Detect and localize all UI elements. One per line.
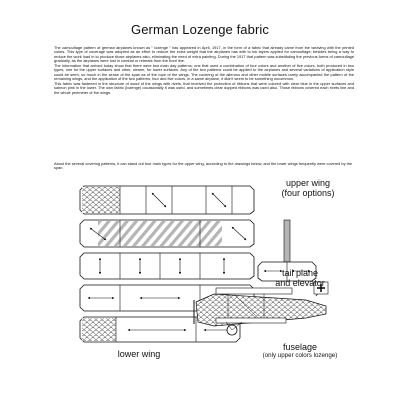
- lower-wing-label: lower wing: [117, 349, 161, 359]
- upper-wing-label-line2: (four options): [281, 188, 335, 198]
- tail-plane-label-line2: and elevator: [275, 278, 325, 288]
- upper-wing-label-line1: upper wing: [285, 178, 331, 188]
- upper-wing-option-3: [80, 253, 254, 279]
- page-title: German Lozenge fabric: [131, 22, 269, 37]
- fuselage-label-line1: fuselage: [282, 342, 318, 352]
- fuselage-label-line2: (only upper colors lozenge): [262, 352, 338, 359]
- upper-wing-label: [268, 178, 348, 198]
- fuselage-label: [240, 342, 360, 359]
- intro-paragraph: About the several covering patterns, it can stand out four main types for the upper wing, according to the drawings below, and the lower wings frequently were covered by the span.: [54, 161, 353, 171]
- body-paragraph-1: The camouflage pattern of german airplanes known as " lozenge " has appeared in April, 1917, in the form of a fabric that already came from the weaving with the printed colors. This type of coverage was adopted as an effort to reduce the extra weight that the airplanes has with to ink layers applied for camouflage; besides being a way to reduce the work load in to produce those airplanes also, eliminating the need of extra painting. During the 1917 that pattern was substituting the previous forms of camouflage gradually, as the airplanes were lost in combat or retreats from the front line.: [54, 45, 354, 64]
- body-paragraph-3: This fabric was fastened in the structure of wood of the wings with rivets, that received the protection of ribbons that were colored with clear blue in the upper surfaces and salmon pink in the lower. The own fabric (lozenge) occasionally it was used, and sometimes clear dopped ribbons was used also. Those ribbons covered each rivets line and the whole perimeter of the wings.: [54, 80, 354, 95]
- tail-plane-label: [264, 268, 336, 288]
- upper-wing-option-1: [80, 186, 254, 214]
- upper-wing-option-2: [80, 220, 254, 247]
- tail-plane-label-line1: tail plane: [281, 268, 319, 278]
- body-paragraph-2: The information that arrived today show that there were two main day patterns: one that used a combination of four colors and another of five colors, both produced in two types, one for the upper surfaces and other, clearer, for lower surfaces. Any of the two patterns could be applied to the airplanes and several variations of application style could be seen, so much in the sense of the span as of the rope of the wings. The covering of the ailerons and other mobile surfaces rarely accompanied the pattern of the remaining wings, and the application of the two patterns, four and five colors, in a same airplane, it didn't seem to be something uncommon.: [54, 62, 354, 82]
